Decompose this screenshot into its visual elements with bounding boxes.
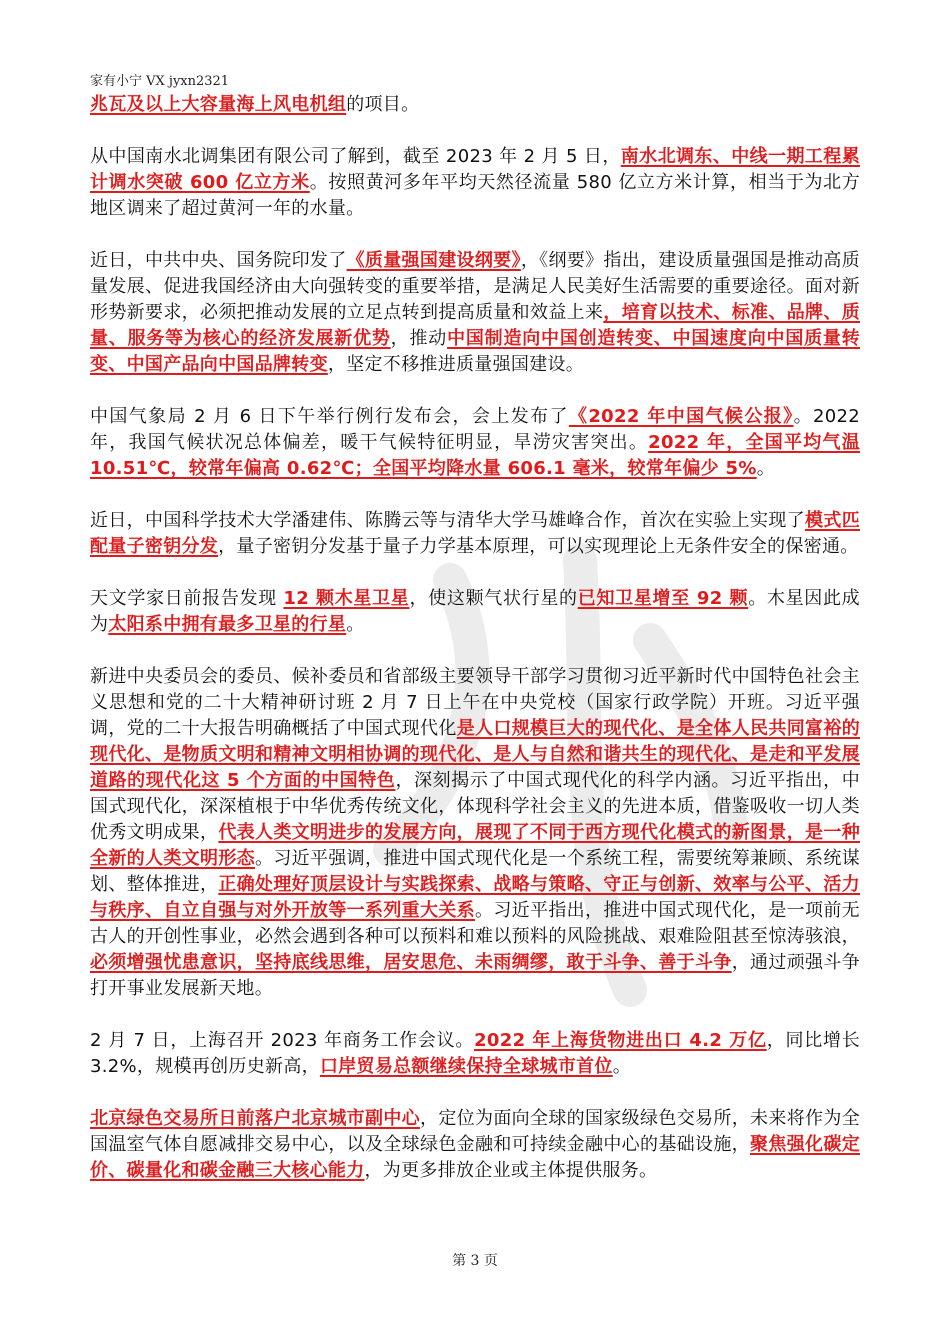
body-text: 。习近平指出，推进中国式现代化，是一项前无古人的开创性事业，必然会遇到各种可以预料和难以预料的风险挑战、艰难险阻甚至惊涛骇浪， bbox=[90, 900, 860, 947]
paragraph bbox=[90, 144, 860, 222]
highlighted-text: 口岸贸易总额继续保持全球城市首位 bbox=[319, 1056, 613, 1077]
document-body bbox=[90, 92, 860, 1210]
body-text: 。 bbox=[756, 458, 776, 479]
paragraph bbox=[90, 1106, 860, 1184]
highlighted-text: 太阳系中拥有最多卫星的行星 bbox=[108, 614, 347, 635]
highlighted-text: 《2022 年中国气候公报》 bbox=[568, 406, 794, 427]
body-text: 。习近平强调，推进中国式现代化是一个系统工程，需要统筹兼顾、系统谋划、整体推进， bbox=[90, 848, 860, 895]
paragraph bbox=[90, 1028, 860, 1080]
highlighted-text: 兆瓦及以上大容量海上风电机组 bbox=[90, 94, 347, 115]
paragraph bbox=[90, 586, 860, 638]
body-text: 中国气象局 2 月 6 日下午举行例行发布会，会上发布了 bbox=[90, 406, 569, 427]
body-text: 2 月 7 日，上海召开 2023 年商务工作会议。 bbox=[90, 1030, 475, 1051]
paragraph bbox=[90, 248, 860, 378]
body-text: ，坚定不移推进质量强国建设。 bbox=[327, 354, 585, 375]
body-text: 。木星因此成为 bbox=[90, 588, 860, 635]
body-text: 。 bbox=[612, 1056, 632, 1077]
body-text: 。 bbox=[346, 614, 365, 635]
highlighted-text: 是人口规模巨大的现代化、是全体人民共同富裕的现代化、是物质文明和精神文明相协调的现代化、是人与自然和谐共生的现代化、是走和平发展道路的现代化这 5 个方面的中国特色 bbox=[90, 718, 860, 791]
body-text: 天文学家日前报告发现 bbox=[90, 588, 284, 609]
body-text: 近日，中共中央、国务院印发了 bbox=[90, 250, 347, 271]
body-text: ，同比增长 3.2%，规模再创历史新高， bbox=[90, 1030, 860, 1077]
highlighted-text: 正确处理好顶层设计与实践探索、战略与策略、守正与创新、效率与公平、活力与秩序、自立自强与对外开放等一系列重大关系 bbox=[90, 874, 860, 921]
body-text: ，定位为面向全球的国家级绿色交易所，未来将作为全国温室气体自愿减排交易中心，以及全球绿色金融和可持续金融中心的基础设施， bbox=[90, 1108, 860, 1155]
highlighted-text: 2022 年，全国平均气温 10.51℃，较常年偏高 0.62℃；全国平均降水量 606.1 毫米，较常年偏少 5% bbox=[90, 432, 860, 479]
page-number: 第 3 页 bbox=[452, 1253, 498, 1269]
highlighted-text: 北京绿色交易所日前落户北京城市副中心 bbox=[90, 1108, 421, 1129]
highlighted-text: ，培育以技术、标准、品牌、质量、服务等为核心的经济发展新优势 bbox=[90, 302, 860, 349]
body-text: 近日，中国科学技术大学潘建伟、陈腾云等与清华大学马雄峰合作，首次在实验上实现了 bbox=[90, 510, 806, 531]
highlighted-text: 代表人类文明进步的发展方向，展现了不同于西方现代化模式的新图景，是一种全新的人类文明形态 bbox=[90, 822, 860, 869]
highlighted-text: 2022 年上海货物进出口 4.2 万亿 bbox=[474, 1030, 767, 1051]
highlighted-text: 《质量强国建设纲要》 bbox=[346, 250, 521, 271]
body-text: ，《纲要》指出，建设质量强国是推动高质量发展、促进我国经济由大向强转变的重要举措，是满足人民美好生活需要的重要途径。面对新形势新要求，必须把推动发展的立足点转到提高质量和效益上来 bbox=[90, 250, 861, 323]
highlighted-text: 必须增强忧患意识，坚持底线思维，居安思危、未雨绸缪，敢于斗争、善于斗争 bbox=[90, 952, 732, 973]
body-text: ，使这颗气状行星的 bbox=[409, 588, 578, 609]
body-text: 的项目。 bbox=[346, 94, 420, 115]
highlighted-text: 12 颗木星卫星 bbox=[283, 588, 410, 609]
body-text: ，推动 bbox=[390, 328, 448, 349]
paragraph bbox=[90, 508, 860, 560]
body-text: ，为更多排放企业或主体提供服务。 bbox=[364, 1160, 658, 1181]
body-text: 。2022 年，我国气候状况总体偏差，暖干气候特征明显，旱涝灾害突出。 bbox=[90, 406, 860, 453]
paragraph bbox=[90, 404, 860, 482]
page-header: 家有小宁 VX jyxn2321 bbox=[90, 74, 230, 89]
paragraph bbox=[90, 664, 860, 1002]
highlighted-text: 聚焦强化碳定价、碳量化和碳金融三大核心能力 bbox=[90, 1134, 861, 1181]
highlighted-text: 南水北调东、中线一期工程累计调水突破 600 亿立方米 bbox=[90, 146, 860, 193]
paragraph bbox=[90, 92, 860, 118]
body-text: 。按照黄河多年平均天然径流量 580 亿立方米计算，相当于为北方地区调来了超过黄河一年的水量。 bbox=[90, 172, 860, 219]
highlighted-text: 中国制造向中国创造转变、中国速度向中国质量转变、中国产品向中国品牌转变 bbox=[90, 328, 860, 375]
body-text: ，量子密钥分发基于量子力学基本原理，可以实现理论上无条件安全的保密通。 bbox=[218, 536, 859, 557]
body-text: ，通过顽强斗争打开事业发展新天地。 bbox=[90, 952, 860, 999]
highlighted-text: 已知卫星增至 92 颗 bbox=[577, 588, 749, 609]
body-text: 新进中央委员会的委员、候补委员和省部级主要领导干部学习贯彻习近平新时代中国特色社会主义思想和党的二十大精神研讨班 2 月 7 日上午在中央党校（国家行政学院）开班。习近平强调，党的二十大报告明确概括了中国式现代化 bbox=[90, 666, 860, 739]
body-text: 从中国南水北调集团有限公司了解到，截至 2023 年 2 月 5 日， bbox=[90, 146, 621, 167]
body-text: ，深刻揭示了中国式现代化的科学内涵。习近平指出，中国式现代化，深深植根于中华优秀传统文化，体现科学社会主义的先进本质，借鉴吸收一切人类优秀文明成果， bbox=[90, 770, 860, 843]
highlighted-text: 模式匹配量子密钥分发 bbox=[90, 510, 860, 557]
